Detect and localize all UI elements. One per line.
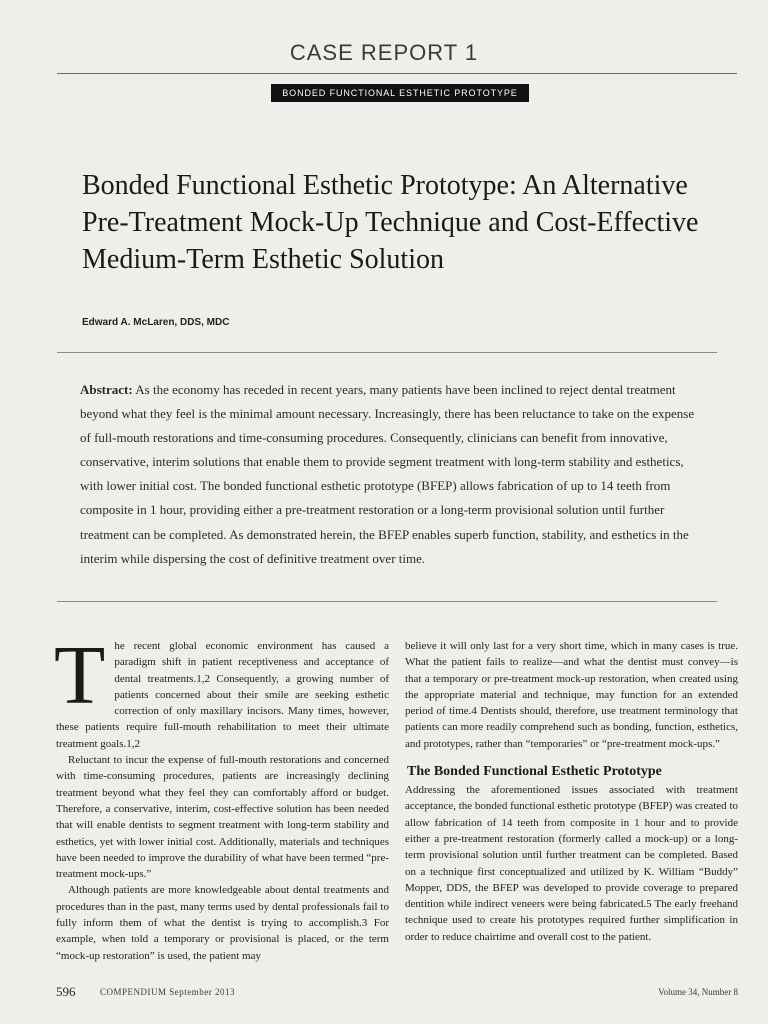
body-paragraph: Although patients are more knowledgeable about dental treatments and procedures than in the past, many terms used by dental professionals fail to fully inform them of what the dentist is trying to accomplish.3 For example, when told a temporary or provisional is placed, or the term “mock-up restoration” is used, the patient may [56,884,389,962]
journal-name: COMPENDIUM September 2013 [100,987,235,997]
abstract-text: As the economy has receded in recent years, many patients have been inclined to reject dental treatment beyond what they feel is the minimal amount necessary. Increasingly, there has been reluctance to take on the expense of full-mouth restorations and time-consuming procedures. Consequently, clinicians can benefit from innovative, conservative, interim solutions that enable them to provide segment treatment with long-term stability and esthetics, with lower initial cost. The bonded functional esthetic prototype (BFEP) allows fabrication of up to 14 teeth from composite in 1 hour, providing either a pre-treatment restoration or a long-term provisional solution until further treatment can be completed. As demonstrated herein, the BFEP enables superb function, stability, and esthetics in the interim while dispersing the cost of definitive treatment over time. [80,382,695,566]
body-column-right [405,638,738,945]
header-rule [57,73,737,74]
abstract-label: Abstract: [80,382,133,397]
body-paragraph: Reluctant to incur the expense of full-mouth restorations and concerned with time-consuming procedures, patients are increasingly declining treatment beyond what they feel they can comfortably afford or budget. Therefore, a conservative, interim, cost-effective solution has been needed that will enable dentists to segment treatment with long-term stability and esthetics, yet with lower initial cost. Additionally, materials and techniques have been needed to improve the durability of what have been termed “pre-treatment mock-ups.” [56,754,389,881]
paragraph-text: he recent global economic environment has caused a paradigm shift in patient receptiveness and acceptance of dental treatments.1,2 Consequently, a growing number of patients concerned about their smile are seeking esthetic correction of only maxillary incisors. Many times, however, these patients require full-mouth rehabilitation to meet their ultimate treatment goals.1,2 [56,640,389,750]
body-column-left [54,629,389,964]
body-paragraph: Addressing the aforementioned issues associated with treatment acceptance, the bonded functional esthetic prototype (BFEP) was created to allow fabrication of 14 teeth from composite in 1 hour and to provide either a pre-treatment restoration (formerly called a mock-up) or a long-term provisional solution until further treatment can be completed. Based on a technique first conceptualized and utilized by K. William “Buddy” Mopper, DDS, the BFEP was developed to provide coverage to prepared dentition while indirect veneers were being fabricated.5 The early freehand technique used to create his prototypes required further simplification in order to reduce chairtime and overall cost to the patient. [405,784,738,943]
body-paragraph: believe it will only last for a very short time, which in many cases is true. What the patient fails to realize—and what the dentist must convey—is that a temporary or pre-treatment mock-up restoration, when created using the appropriate material and technique, may function for an extended period of time.4 Dentists should, therefore, use treatment terminology that patients can more readily comprehend such as bonding, function, esthetics, and prototypes, rather than “temporaries” or “pre-treatment mock-ups.” [405,640,738,750]
abstract-rule [57,601,717,602]
article-title: Bonded Functional Esthetic Prototype: An Alternative Pre-Treatment Mock-Up Technique and Cost-Effective Medium-Term Esthetic Solution [82,170,699,275]
volume-info: Volume 34, Number 8 [658,987,738,997]
section-heading: The Bonded Functional Esthetic Prototype [407,764,662,780]
page-number: 596 [56,984,76,999]
body-paragraph [54,629,389,752]
author-byline: Edward A. McLaren, DDS, MDC [82,317,230,328]
abstract [80,378,700,571]
title-rule [57,352,717,353]
topic-badge: BONDED FUNCTIONAL ESTHETIC PROTOTYPE [271,84,529,102]
section-label: CASE REPORT 1 [289,40,479,65]
drop-cap: T [54,629,106,722]
